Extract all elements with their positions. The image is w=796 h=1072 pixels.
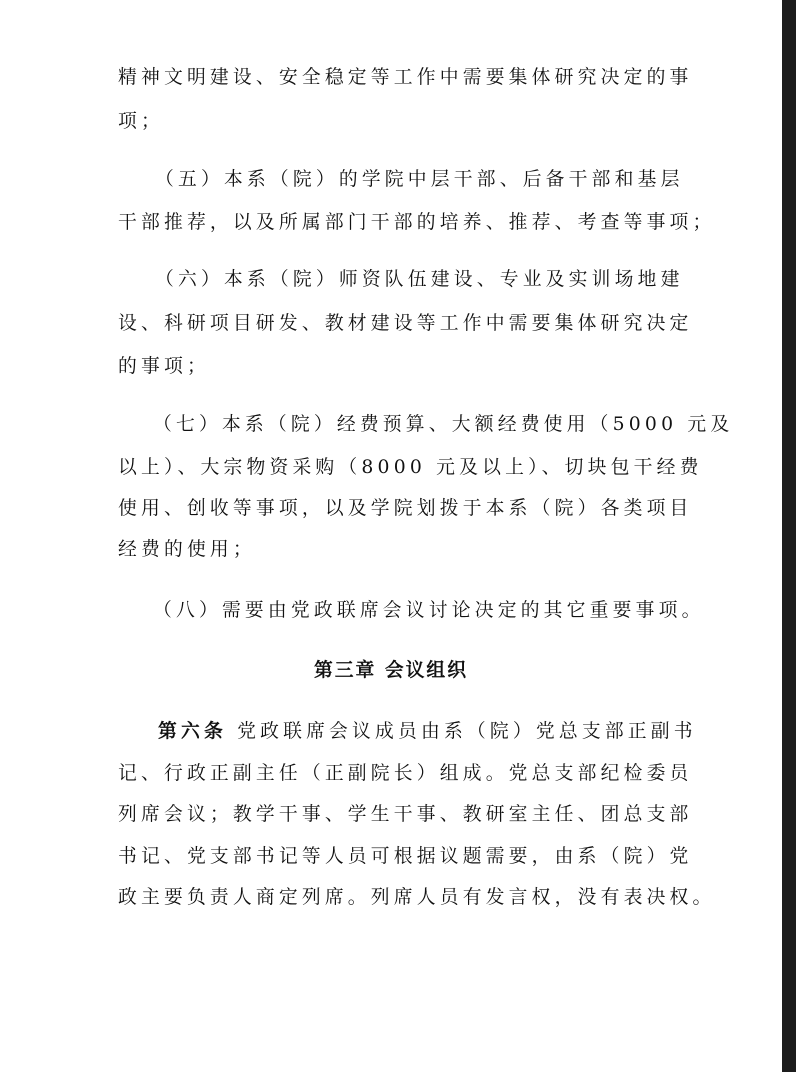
item6-line-2: 设、科研项目研发、教材建设等工作中需要集体研究决定 (118, 313, 693, 334)
article6-line-2: 记、行政正副主任（正副院长）组成。党总支部纪检委员 (118, 763, 693, 784)
item8-line-1: （八）需要由党政联席会议讨论决定的其它重要事项。 (153, 600, 705, 621)
item7-line-3: 使用、创收等事项，以及学院划拨于本系（院）各类项目 (118, 498, 693, 519)
item5-line-2: 干部推荐，以及所属部门干部的培养、推荐、考查等事项； (118, 212, 716, 233)
intro-line-2: 项； (118, 111, 164, 132)
item6-line-1: （六）本系（院）师资队伍建设、专业及实训场地建 (155, 269, 684, 290)
article6-line-1-text: 党政联席会议成员由系（院）党总支部正副书 (226, 721, 697, 742)
article6-line-4: 书记、党支部书记等人员可根据议题需要，由系（院）党 (118, 846, 693, 867)
intro-line-1: 精神文明建设、安全稳定等工作中需要集体研究决定的事 (118, 67, 693, 88)
item7-line-2: 以上）、大宗物资采购（8000 元及以上）、切块包干经费 (118, 457, 703, 478)
chapter-heading: 第三章 会议组织 (313, 659, 468, 681)
article6-label: 第六条 (158, 720, 227, 742)
item6-line-3: 的事项； (118, 356, 210, 377)
article6-line-5: 政主要负责人商定列席。列席人员有发言权，没有表决权。 (118, 887, 716, 908)
item5-line-1: （五）本系（院）的学院中层干部、后备干部和基层 (155, 169, 684, 190)
item7-line-1: （七）本系（院）经费预算、大额经费使用（5000 元及 (153, 414, 734, 435)
viewer-right-edge (782, 0, 796, 1072)
article6-line-3: 列席会议；教学干事、学生干事、教研室主任、团总支部 (118, 804, 693, 825)
article6-line-1 (158, 719, 697, 744)
item7-line-4: 经费的使用； (118, 539, 256, 560)
